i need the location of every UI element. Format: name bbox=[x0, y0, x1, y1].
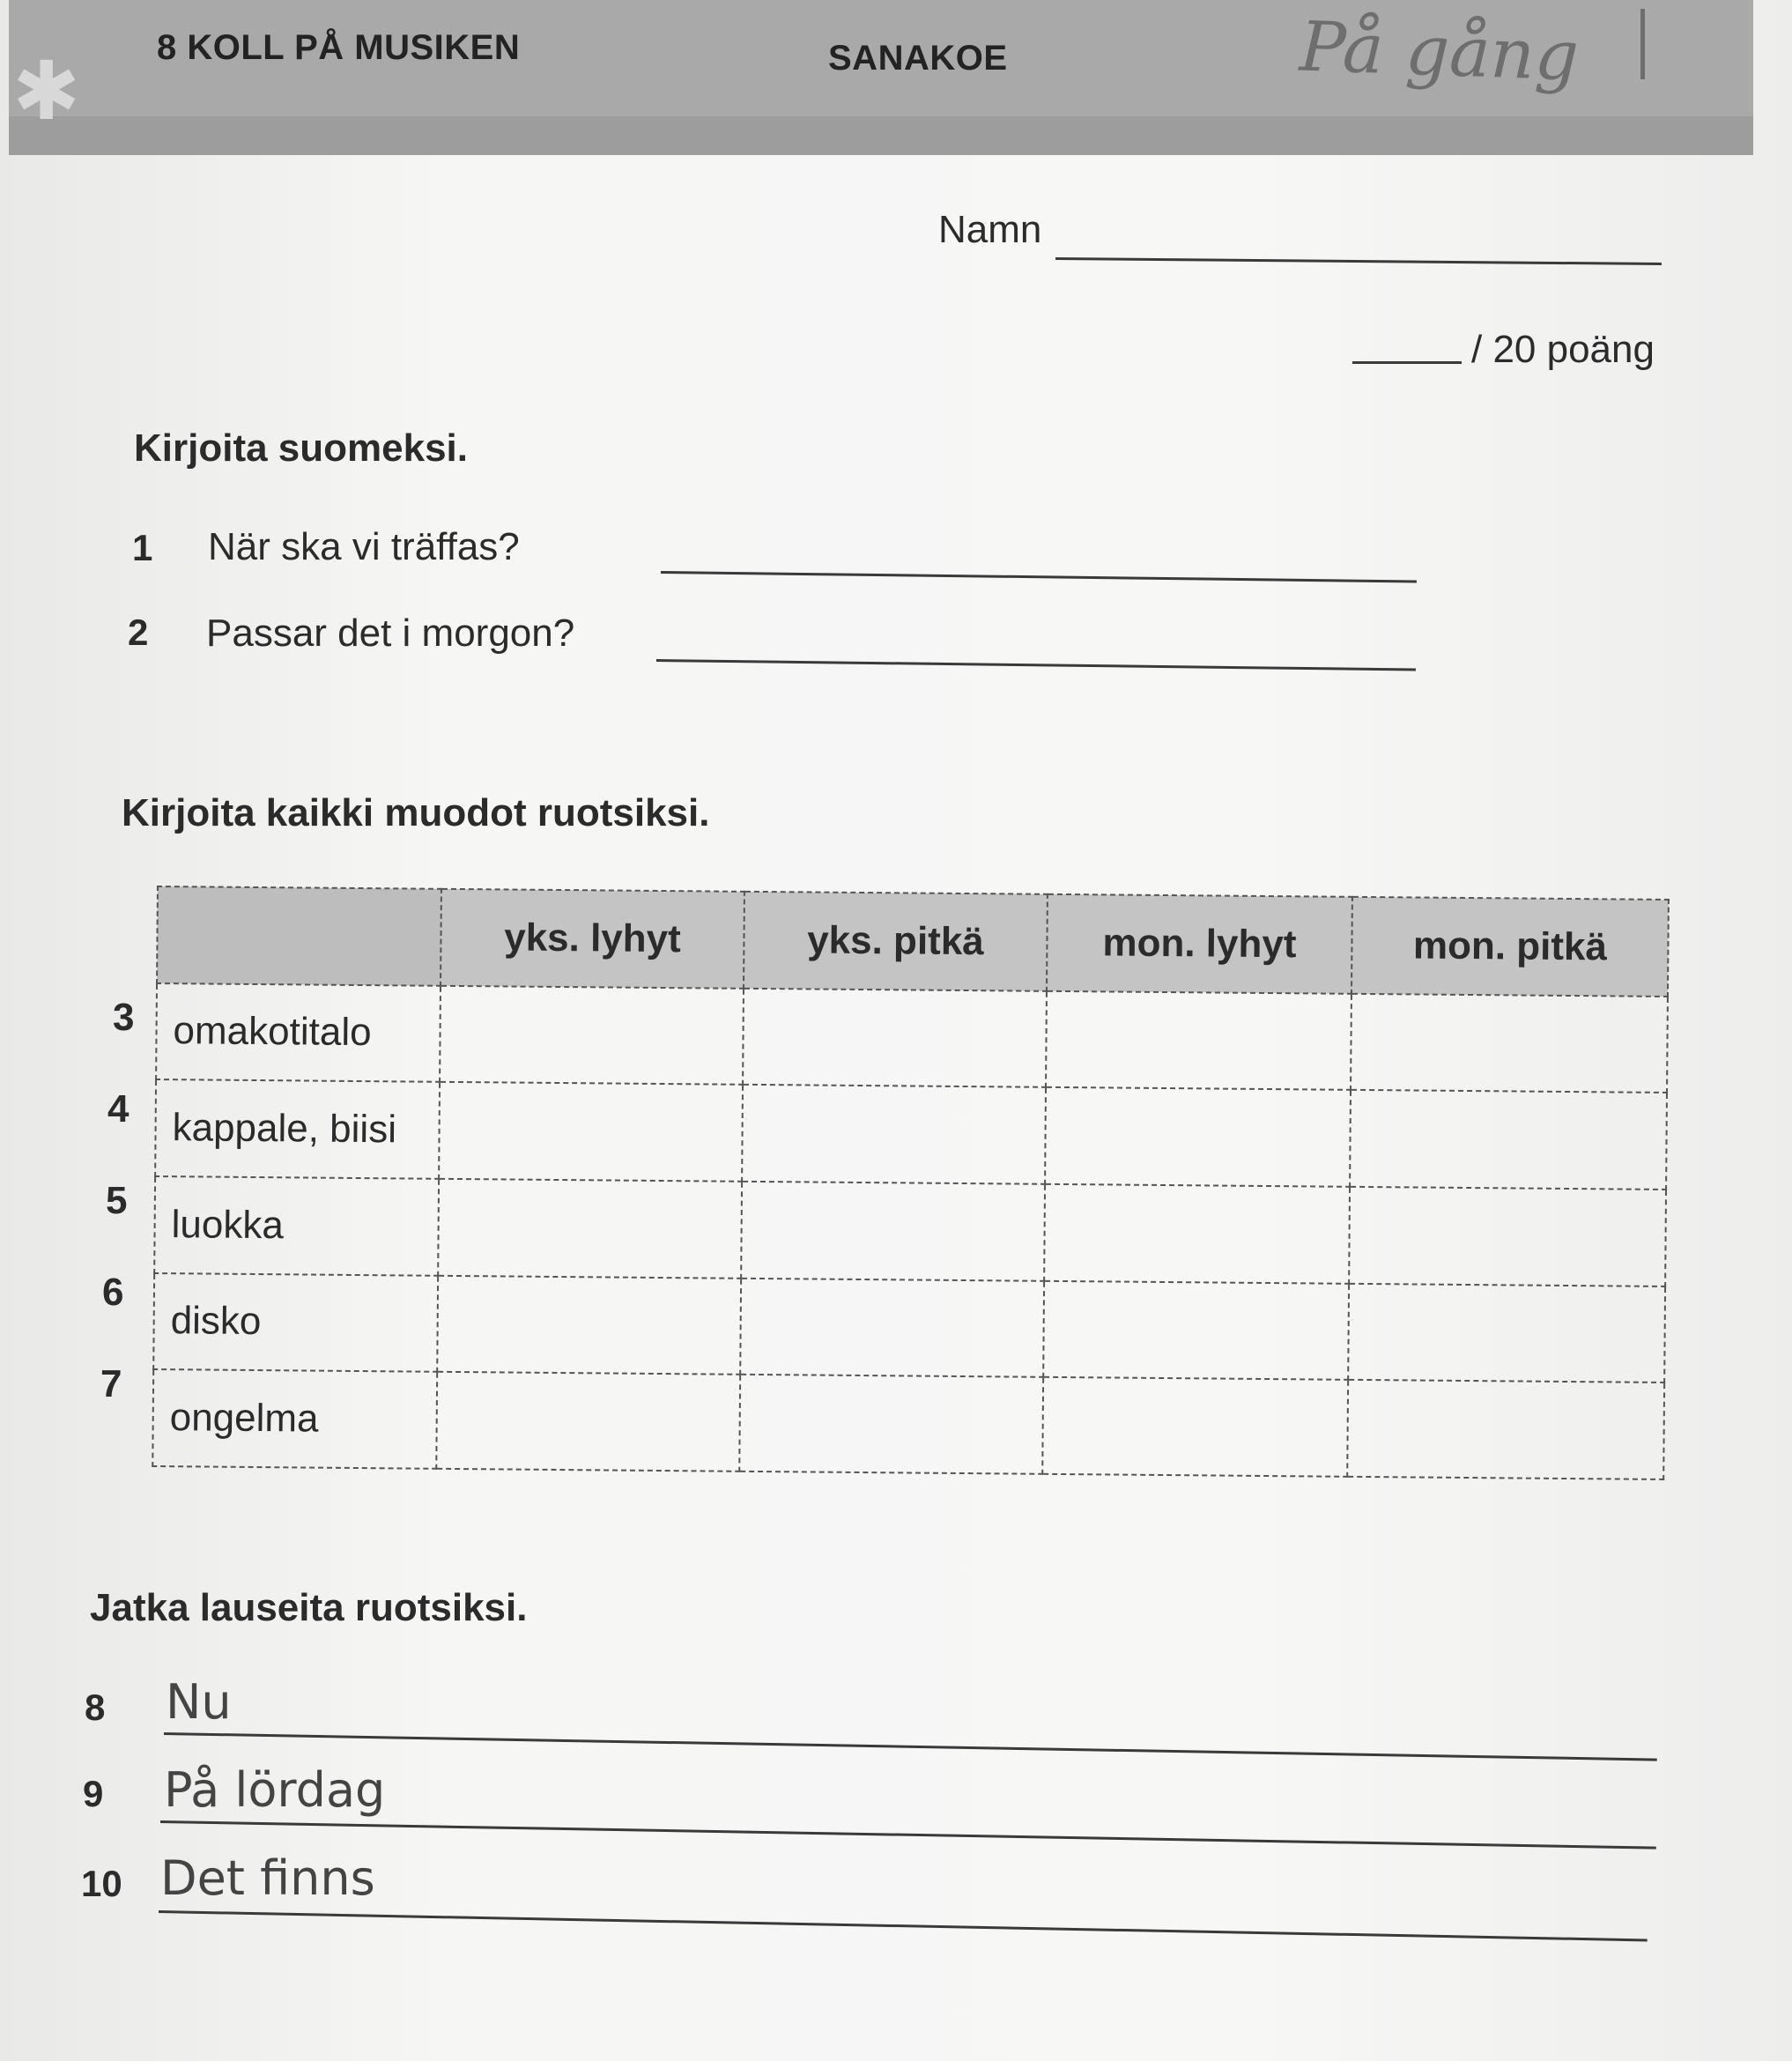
brand-logo-mark bbox=[1640, 9, 1645, 79]
section3-instruction: Jatka lauseita ruotsiksi. bbox=[90, 1586, 528, 1629]
column-header: mon. lyhyt bbox=[1047, 894, 1352, 994]
answer-cell[interactable] bbox=[742, 1085, 1046, 1184]
row-number: 7 bbox=[100, 1362, 122, 1405]
word-cell: kappale, biisi bbox=[155, 1079, 440, 1178]
answer-cell[interactable] bbox=[439, 1082, 743, 1182]
chapter-title: 8 KOLL PÅ MUSIKEN bbox=[157, 28, 521, 67]
answer-cell[interactable] bbox=[1351, 993, 1668, 1093]
answer-cell[interactable] bbox=[741, 1182, 1045, 1281]
table-row bbox=[153, 1273, 1665, 1383]
answer-cell[interactable] bbox=[1348, 1283, 1665, 1383]
answer-cell[interactable] bbox=[739, 1375, 1043, 1474]
table-row bbox=[154, 1176, 1666, 1286]
sentence-number: 9 bbox=[83, 1773, 104, 1814]
answer-cell[interactable] bbox=[1347, 1380, 1664, 1479]
question-text: När ska vi träffas? bbox=[208, 525, 520, 568]
word-forms-table bbox=[152, 886, 1668, 1480]
section1-instruction: Kirjoita suomeksi. bbox=[134, 426, 469, 470]
header-band-lower bbox=[9, 116, 1753, 155]
answer-cell[interactable] bbox=[1045, 1087, 1351, 1187]
sentence-number: 10 bbox=[81, 1863, 122, 1904]
sentence-start: Nu bbox=[166, 1674, 232, 1730]
sentence-start: Det finns bbox=[160, 1850, 375, 1906]
section2-instruction: Kirjoita kaikki muodot ruotsiksi. bbox=[122, 791, 710, 834]
answer-cell[interactable] bbox=[1046, 990, 1351, 1090]
column-header bbox=[157, 886, 441, 985]
column-header: yks. pitkä bbox=[744, 892, 1048, 991]
word-cell: omakotitalo bbox=[156, 983, 441, 1082]
question-number: 1 bbox=[132, 527, 153, 568]
answer-cell[interactable] bbox=[743, 988, 1047, 1087]
table-row bbox=[156, 983, 1668, 1094]
answer-cell[interactable] bbox=[740, 1278, 1044, 1377]
question-text: Passar det i morgon? bbox=[206, 612, 575, 655]
test-title: SANAKOE bbox=[828, 39, 1008, 78]
row-number: 3 bbox=[113, 996, 135, 1039]
name-label: Namn bbox=[938, 208, 1042, 251]
answer-cell[interactable] bbox=[1043, 1280, 1349, 1380]
row-number: 5 bbox=[106, 1179, 128, 1222]
sentence-number: 8 bbox=[85, 1687, 106, 1728]
score-field[interactable] bbox=[1352, 361, 1462, 364]
table-row bbox=[152, 1369, 1664, 1479]
question-number: 2 bbox=[128, 612, 149, 653]
brand-logo: På gång bbox=[1298, 7, 1581, 97]
column-header: mon. pitkä bbox=[1351, 897, 1669, 997]
row-number: 4 bbox=[107, 1087, 130, 1131]
score-label: / 20 poäng bbox=[1471, 328, 1655, 371]
table-row bbox=[155, 1079, 1667, 1190]
word-cell: luokka bbox=[154, 1176, 439, 1275]
word-cell: ongelma bbox=[152, 1369, 437, 1469]
answer-cell[interactable] bbox=[440, 985, 744, 1085]
table-header-row bbox=[157, 886, 1669, 997]
row-number: 6 bbox=[102, 1271, 124, 1314]
answer-cell[interactable] bbox=[1044, 1184, 1350, 1284]
answer-cell[interactable] bbox=[1350, 1090, 1667, 1190]
sentence-start: På lördag bbox=[164, 1762, 386, 1818]
answer-cell[interactable] bbox=[436, 1372, 740, 1472]
column-header: yks. lyhyt bbox=[441, 889, 744, 989]
asterisk-icon: ✱ bbox=[12, 47, 81, 137]
answer-cell[interactable] bbox=[437, 1275, 741, 1375]
answer-cell[interactable] bbox=[438, 1179, 742, 1279]
answer-cell[interactable] bbox=[1349, 1187, 1666, 1286]
word-cell: disko bbox=[153, 1273, 438, 1372]
answer-cell[interactable] bbox=[1042, 1377, 1348, 1477]
